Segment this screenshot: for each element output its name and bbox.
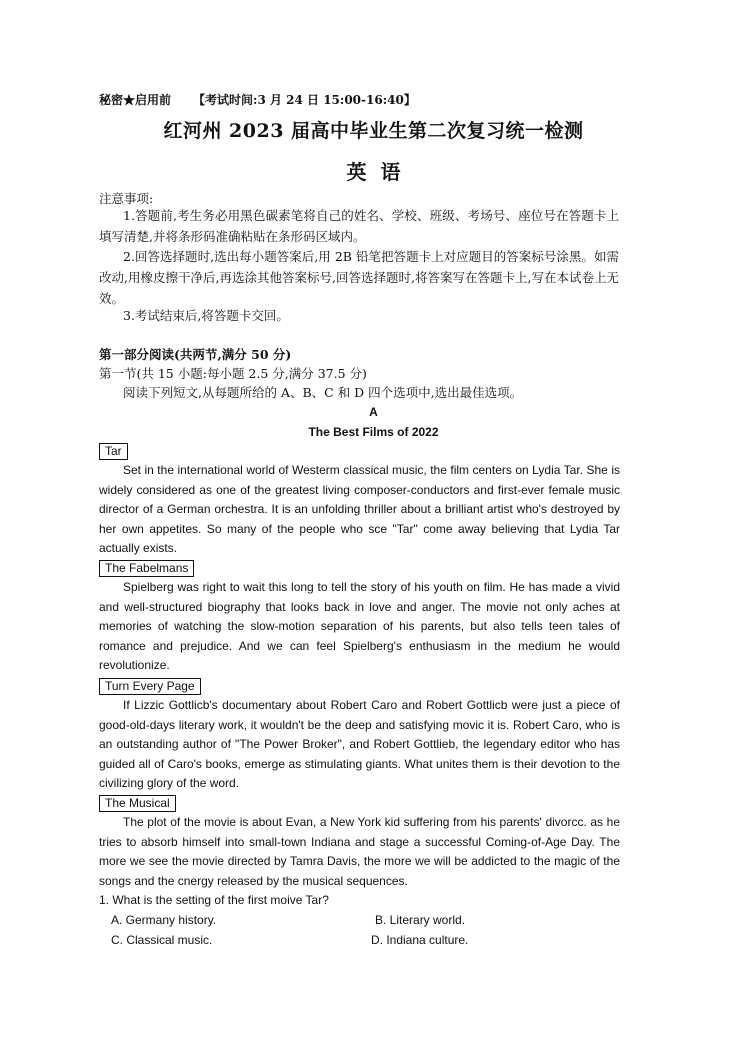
notice-item-3: 3.考试结束后,将答题卡交回。 (123, 308, 289, 323)
film-paragraph-tar: Set in the international world of Westerm classical music, the film centers on Lydia Tar. She is widely considered as one of the greatest living composer-conductors and first-ever female music director of a German orchestra. It is an unfolding thriller about a brilliant artist who's destroyed by her own appetites. So many of the people who sce "Tar" come away believing that Lydia Tar actually exists. (99, 463, 620, 556)
film-paragraph-fabelmans: Spielberg was right to wait this long to tell the story of his youth on film. He has made a vivid and well-structured biography that looks back in love and anger. The movie not only aches at memories of watching the slow-motion separation of his parents, but also tells teen tales of romance and prejudice. And we can feel Spielberg's enthusiasm in the medium he would revolutionize. (99, 580, 620, 673)
option-d: D. Indiana culture. (371, 933, 469, 947)
notice-item-2: 2.回答选择题时,选出每小题答案后,用 2B 铅笔把答题卡上对应题目的答案标号涂黑。如需改动,用橡皮擦干净后,再选涂其他答案标号,回答选择题时,将答案写在答题卡上,写在本试卷上无效。 (99, 249, 619, 306)
part-title: 第一部分阅读(共两节,满分 50 分) (99, 347, 292, 362)
exam-title: 红河州 2023 届高中毕业生第二次复习统一检测 (163, 120, 584, 142)
film-title-the-musical: The Musical (99, 795, 176, 812)
subject-title: 英语 (346, 160, 415, 184)
passage-letter: A (369, 405, 378, 419)
film-paragraph-turn-every-page: If Lizzic Gottlicb's documentary about Robert Caro and Robert Gottlicb were just a piece of good-old-days literary work, it wouldn't be the deep and satisfying movic it is. Robert Caro, who is an outstanding author of "The Power Broker", and Robert Gottlieb, the legendary editor who has guided all of Caro's books, emerge as stimulating giants. What unites them is their devotion to the civilizing glory of the word. (99, 698, 620, 791)
notice-item-1: 1.答题前,考生务必用黑色碳素笔将自己的姓名、学校、班级、考场号、座位号在答题卡上填写清楚,并将条形码准确粘贴在条形码区域内。 (99, 208, 619, 244)
option-b: B. Literary world. (375, 913, 466, 927)
option-c: C. Classical music. (111, 933, 213, 947)
exam-time: 【考试时间:3 月 24 日 15:00-16:40】 (193, 93, 416, 107)
film-paragraph-the-musical: The plot of the movie is about Evan, a New York kid suffering from his parents' divorcc. as he tries to absorb himself into small-town Indiana and stage a successful Coming-of-Age Day. The more we see the movie directed by Tamra Davis, the more we will be addicted to the magic of the songs and the cnergy released by the musical sequences. (99, 815, 620, 888)
film-title-tar: Tar (99, 443, 128, 460)
passage-title: The Best Films of 2022 (308, 425, 439, 439)
confidential-label: 秘密★启用前 (99, 93, 172, 107)
section-instruction: 阅读下列短文,从每题所给的 A、B、C 和 D 四个选项中,选出最佳选项。 (123, 385, 523, 400)
option-a: A. Germany history. (111, 913, 217, 927)
film-title-turn-every-page: Turn Every Page (99, 678, 201, 695)
question-1: 1. What is the setting of the first moive Tar? (99, 893, 329, 907)
notice-heading: 注意事项: (99, 191, 154, 206)
section-title: 第一节(共 15 小题:每小题 2.5 分,满分 37.5 分) (99, 366, 367, 381)
film-title-fabelmans: The Fabelmans (99, 560, 194, 577)
header-line (99, 91, 416, 108)
